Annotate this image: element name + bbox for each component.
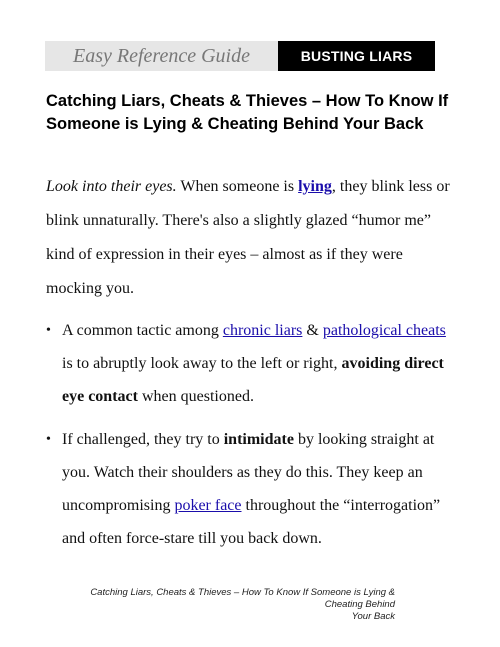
bullet2-bold: intimidate [223, 431, 294, 448]
link-pathological-cheats[interactable]: pathological cheats [322, 322, 446, 339]
bullet-list-2 [46, 423, 456, 555]
bullet-icon: • [46, 432, 51, 447]
link-chronic-liars[interactable]: chronic liars [222, 322, 303, 339]
bullet1-text-3: is to abruptly look away to the left or right, [62, 355, 342, 372]
topic-label: BUSTING LIARS [278, 41, 435, 71]
bullet1-bold: avoiding direct eye contact [62, 355, 444, 405]
page-title: Catching Liars, Cheats & Thieves – How To Know If Someone is Lying & Cheating Behind Your Back [46, 92, 449, 133]
bullet1-text-4: when questioned. [137, 388, 254, 405]
bullet1-text-1: A common tactic among [62, 322, 223, 339]
link-lying[interactable]: lying [298, 178, 332, 195]
bullet2-text-1: If challenged, they try to [62, 431, 224, 448]
bullet2-text-2: by looking straight at you. Watch their shoulders as they do this. They keep an uncompromising [62, 431, 435, 514]
intro-paragraph [46, 170, 456, 306]
bullet-list-1 [46, 314, 456, 413]
list-item [46, 314, 456, 413]
intro-text-1: When someone is [176, 178, 299, 195]
bullet-icon: • [46, 323, 51, 338]
link-poker-face[interactable]: poker face [174, 497, 242, 514]
page-footer [60, 587, 395, 623]
guide-label: Easy Reference Guide [45, 41, 278, 71]
bullet1-text-2: & [302, 322, 323, 339]
intro-text-2: , they blink less or blink unnaturally. There's also a slightly glazed “humor me” kind of expression in their eyes – almost as if they were mocking you. [46, 178, 450, 297]
header-banner [45, 41, 435, 71]
bullet2-text-3: throughout the “interrogation” and often force-stare till you back down. [62, 497, 441, 547]
list-item [46, 423, 456, 555]
footer-line-2: Your Back [351, 611, 395, 622]
intro-lead: Look into their eyes. [46, 178, 177, 195]
footer-line-1: Catching Liars, Cheats & Thieves – How To Know If Someone is Lying & Cheating Behind [90, 587, 395, 610]
